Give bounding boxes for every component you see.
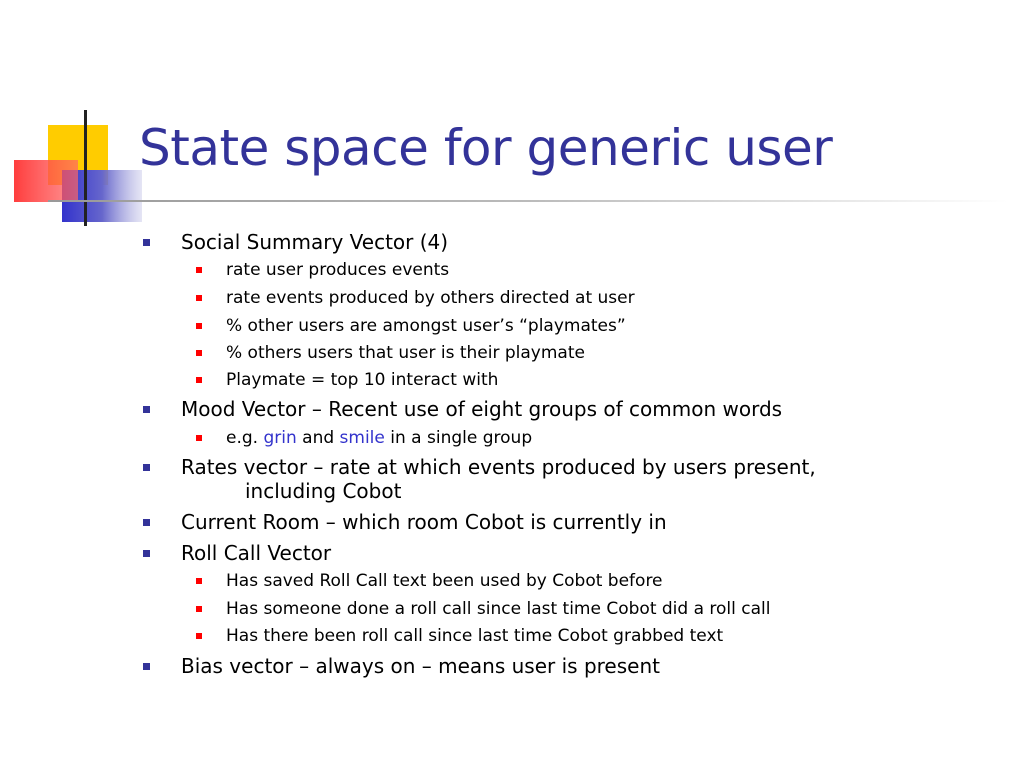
item-text: Playmate = top 10 interact with: [226, 370, 499, 390]
list-item: [181, 455, 816, 503]
slide-title: State space for generic user: [139, 119, 833, 177]
bullet-square-icon: [196, 267, 202, 273]
item-text: Has saved Roll Call text been used by Cobot before: [226, 571, 663, 591]
item-text-continuation: including Cobot: [245, 479, 402, 503]
item-text: Has someone done a roll call since last time Cobot did a roll call: [226, 599, 771, 619]
highlighted-word: grin: [263, 428, 297, 448]
item-text: % others users that user is their playmate: [226, 343, 585, 363]
bullet-square-icon: [143, 239, 150, 246]
bullet-square-icon: [143, 663, 150, 670]
bullet-square-icon: [196, 606, 202, 612]
highlighted-word: smile: [339, 428, 385, 448]
bullet-square-icon: [143, 519, 150, 526]
bullet-square-icon: [196, 295, 202, 301]
item-text: Bias vector – always on – means user is present: [181, 654, 660, 678]
list-item: [226, 625, 723, 647]
item-text: in a single group: [384, 428, 533, 448]
list-item: [181, 397, 782, 421]
bullet-square-icon: [143, 406, 150, 413]
item-text: Roll Call Vector: [181, 541, 332, 565]
bullet-square-icon: [143, 464, 150, 471]
bullet-square-icon: [196, 578, 202, 584]
item-text: Social Summary Vector (4): [181, 230, 449, 254]
bullet-square-icon: [196, 435, 202, 441]
item-text: % other users are amongst user’s “playmates”: [226, 316, 626, 336]
list-item: [226, 342, 585, 364]
list-item: [181, 654, 660, 678]
bullet-square-icon: [143, 550, 150, 557]
bullet-square-icon: [196, 323, 202, 329]
list-item: [181, 510, 667, 534]
list-item: [226, 570, 663, 592]
bullet-square-icon: [196, 633, 202, 639]
item-text: Has there been roll call since last time Cobot grabbed text: [226, 626, 724, 646]
list-item: [226, 287, 635, 309]
list-item: [226, 427, 532, 449]
bullet-square-icon: [196, 350, 202, 356]
list-item: [226, 259, 449, 281]
list-item: [226, 369, 498, 391]
item-text: e.g.: [226, 428, 264, 448]
list-item: [226, 598, 771, 620]
item-text: Rates vector – rate at which events produced by users present,: [181, 455, 816, 479]
item-text: rate events produced by others directed at user: [226, 288, 635, 308]
bullet-square-icon: [196, 377, 202, 383]
list-item: [181, 541, 331, 565]
item-text: and: [296, 428, 340, 448]
item-text: Current Room – which room Cobot is currently in: [181, 510, 667, 534]
item-text: rate user produces events: [226, 260, 450, 280]
list-item: [226, 315, 626, 337]
item-text: Mood Vector – Recent use of eight groups of common words: [181, 397, 783, 421]
list-item: [181, 230, 448, 254]
